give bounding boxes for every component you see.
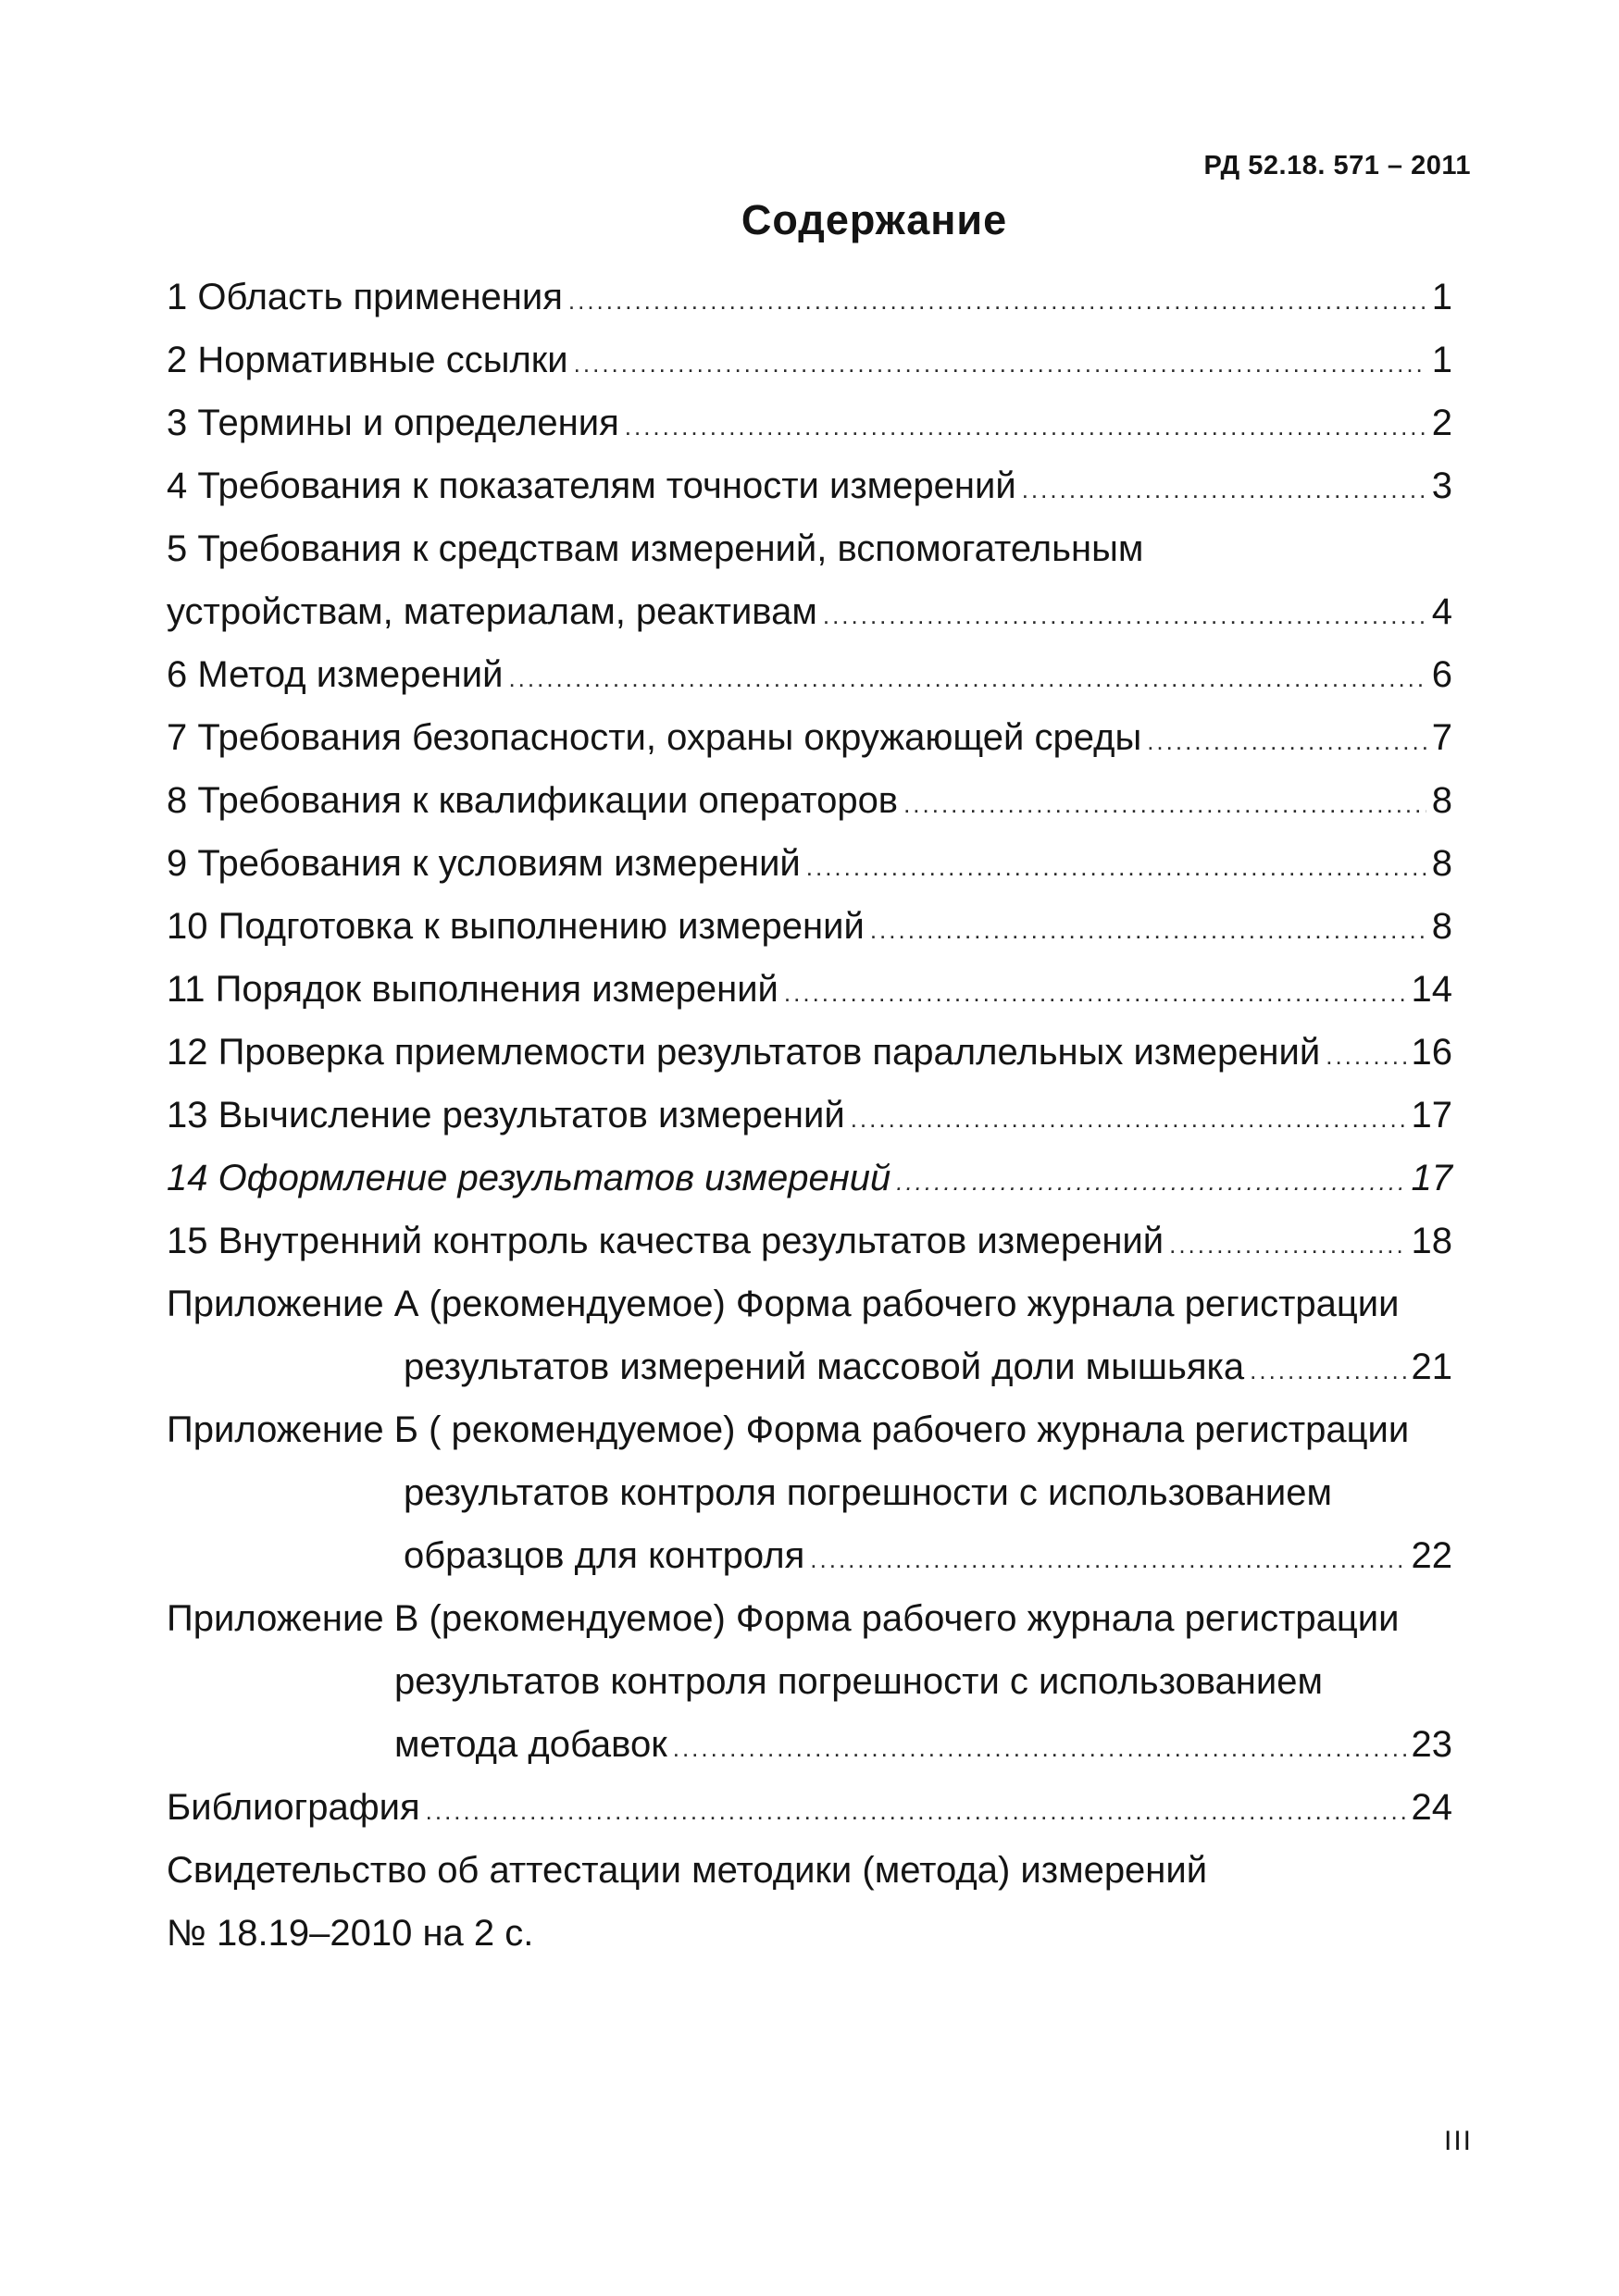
toc-entry-page: 14 [1411,969,1452,1010]
toc-entry-appendix-b [404,1533,1452,1579]
toc-entry-10 [167,903,1452,949]
dot-leader [823,592,1426,639]
dot-leader [903,781,1426,827]
dot-leader [625,403,1426,450]
dot-leader [426,1788,1406,1834]
dot-leader [1022,466,1426,513]
page-title: Содержание [741,196,1008,243]
dot-leader [568,278,1426,324]
toc-entry-page: 7 [1431,717,1452,758]
toc-entry-6 [167,652,1452,698]
toc-entry-label: 15 Внутренний контроль качества результатов измерений [167,1221,1164,1261]
toc-entry-page: 6 [1431,654,1452,695]
toc-entry-5 [167,589,1452,635]
toc-entry-14 [167,1155,1452,1201]
toc-entry-12 [167,1029,1452,1075]
toc-entry-label: 1 Область применения [167,277,563,317]
toc-entry-label: 4 Требования к показателям точности измерений [167,465,1016,506]
toc-entry-bibliography [167,1784,1452,1831]
toc-entry-15 [167,1218,1452,1264]
dot-leader [870,907,1426,953]
toc-entry-page: 16 [1411,1032,1452,1073]
toc-entry-2 [167,337,1452,383]
dot-leader [574,341,1426,387]
toc-entry-label: устройствам, материалам, реактивам [167,591,817,632]
document-code: РД 52.18. 571 – 2011 [1203,151,1471,180]
toc-entry-page: 1 [1431,340,1452,380]
toc-entry-label: 10 Подготовка к выполнению измерений [167,906,865,947]
toc-entry-page: 3 [1431,465,1452,506]
dot-leader [806,844,1426,890]
toc-entry-page: 2 [1431,403,1452,443]
toc-entry-page: 8 [1431,906,1452,947]
toc-entry-page: 8 [1431,780,1452,821]
toc-entry-label: метода добавок [394,1724,667,1765]
toc-entry-label: 13 Вычисление результатов измерений [167,1095,845,1136]
toc-entry-label: 14 Оформление результатов измерений [167,1158,891,1198]
toc-entry-4 [167,463,1452,509]
dot-leader [896,1159,1405,1205]
toc-entry-page: 18 [1411,1221,1452,1261]
toc-entry-label: результатов измерений массовой доли мышьяка [404,1347,1245,1387]
toc-entry-label: 3 Термины и определения [167,403,619,443]
toc-entry-8 [167,777,1452,824]
toc-entry-13 [167,1092,1452,1138]
dot-leader [1326,1033,1405,1079]
toc-entry-page: 21 [1411,1347,1452,1387]
toc-entry-label: образцов для контроля [404,1535,805,1576]
toc-entry-9 [167,840,1452,887]
appendix-b-line-2: результатов контроля погрешности с использованием [404,1472,1332,1513]
dot-leader [810,1536,1405,1582]
toc-entry-appendix-v [394,1721,1452,1768]
toc-entry-page: 1 [1431,277,1452,317]
certificate-line-2: № 18.19–2010 на 2 с. [167,1913,534,1954]
toc-entry-11 [167,966,1452,1012]
dot-leader [784,970,1406,1016]
toc-entry-page: 24 [1411,1787,1452,1828]
appendix-v-heading: Приложение В (рекомендуемое) Форма рабочего журнала регистрации [167,1598,1400,1639]
toc-entry-label: Библиография [167,1787,420,1828]
toc-entry-label: 12 Проверка приемлемости результатов параллельных измерений [167,1032,1321,1073]
dot-leader [1169,1222,1405,1268]
toc-entry-label: 9 Требования к условиям измерений [167,843,801,884]
toc-entry-appendix-a [404,1344,1452,1390]
toc-entry-page: 4 [1431,591,1452,632]
toc-entry-label: 8 Требования к квалификации операторов [167,780,899,821]
toc-entry-label: 7 Требования безопасности, охраны окружающей среды [167,717,1142,758]
dot-leader [508,655,1426,701]
toc-entry-5-line-1: 5 Требования к средствам измерений, вспомогательным [167,528,1144,569]
toc-entry-3 [167,400,1452,446]
toc-entry-7 [167,714,1452,761]
toc-entry-page: 17 [1411,1095,1452,1136]
dot-leader [673,1725,1406,1771]
certificate-line-1: Свидетельство об аттестации методики (метода) измерений [167,1850,1208,1891]
appendix-a-heading: Приложение А (рекомендуемое) Форма рабочего журнала регистрации [167,1284,1400,1324]
toc-entry-label: 2 Нормативные ссылки [167,340,568,380]
page-number: III [1443,2126,1473,2156]
toc-entry-1 [167,274,1452,320]
appendix-b-heading: Приложение Б ( рекомендуемое) Форма рабочего журнала регистрации [167,1409,1410,1450]
toc-entry-page: 22 [1411,1535,1452,1576]
toc-entry-label: 11 Порядок выполнения измерений [167,969,778,1010]
dot-leader [1250,1347,1405,1394]
toc-entry-label: 6 Метод измерений [167,654,504,695]
dot-leader [1147,718,1426,764]
toc-entry-page: 8 [1431,843,1452,884]
toc-entry-page: 17 [1411,1158,1452,1198]
dot-leader [851,1096,1406,1142]
toc-entry-page: 23 [1411,1724,1452,1765]
appendix-v-line-2: результатов контроля погрешности с использованием [394,1661,1323,1702]
